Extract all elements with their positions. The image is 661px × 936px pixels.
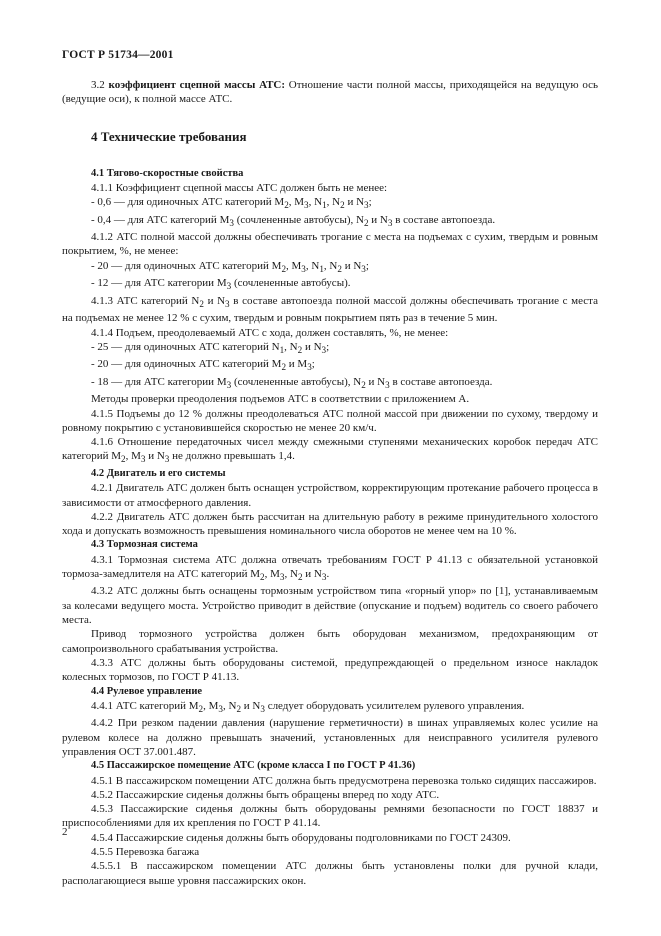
subsection-heading: 4.4 Рулевое управление bbox=[91, 685, 203, 697]
paragraph: 4.2.2 Двигатель АТС должен быть рассчитан на длительную работу в режиме принудительного холостого хода и допускать возможность превышения номинального числа оборотов не менее чем на 10 %. bbox=[62, 510, 598, 538]
paragraph: 3.2 коэффициент сцепной массы АТС: Отношение части полной массы, приходящейся на ведущую ось (ведущие оси), к полной массе АТС. bbox=[62, 79, 598, 106]
subsection-heading: 4.3 Тормозная система bbox=[91, 539, 198, 551]
paragraph: - 18 — для АТС категории $M_3$ (сочлененные автобусы), $N_2$ и $N_3$ в составе автопоезда. bbox=[91, 375, 493, 390]
paragraph: 4.1.5 Подъемы до 12 % должны преодолеваться АТС полной массой при движении по сухому, твердому и ровному покрытию с установившейся скоростью не менее 20 км/ч. bbox=[62, 407, 598, 434]
document-body bbox=[62, 78, 598, 888]
subsection-heading: 4.2 Двигатель и его системы bbox=[91, 467, 226, 479]
paragraph: 4.5.1 В пассажирском помещении АТС должна быть предусмотрена перевозка только сидящих пассажиров. bbox=[91, 774, 597, 787]
paragraph: 4.4.2 При резком падении давления (нарушение герметичности) в шинах управляемых колес усилие на рулевом колесе на должно превышать значений, установленных для неисправного усилителя рулевого управления ОСТ 37.001.487. bbox=[62, 717, 598, 758]
paragraph: 4.5.4 Пассажирские сиденья должны быть оборудованы подголовниками по ГОСТ 24309. bbox=[91, 831, 511, 844]
paragraph: 4.1.4 Подъем, преодолеваемый АТС с хода, должен составлять, %, не менее: bbox=[91, 326, 449, 339]
paragraph: - 12 — для АТС категории $M_3$ (сочлененные автобусы). bbox=[91, 277, 351, 292]
paragraph: 4.3.2 АТС должны быть оснащены тормозным устройством типа «горный упор» по [1], устанавливаемым за колесами ведущего моста. Устройство приводит в действие (опускание и подъем) водитель со своего рабочего места. bbox=[62, 585, 598, 627]
paragraph: Методы проверки преодоления подъемов АТС в соответствии с приложением А. bbox=[91, 393, 470, 406]
document-header: ГОСТ Р 51734—2001 bbox=[62, 49, 174, 61]
paragraph: 4.5.3 Пассажирские сиденья должны быть оборудованы ремнями безопасности по ГОСТ 18837 и приспособлениями для их крепления по ГОСТ Р 41.14. bbox=[62, 803, 598, 830]
paragraph: 4.5.5.1 В пассажирском помещении АТС должны быть установлены полки для ручной клади, располагающиеся выше уровня пассажирских окон. bbox=[62, 860, 598, 887]
paragraph: 4.5.5 Перевозка багажа bbox=[91, 846, 200, 859]
paragraph: 4.4.1 АТС категорий $M_2$, $M_3$, $N_2$ и $N_3$ следует оборудовать усилителем рулевого управления. bbox=[91, 699, 525, 715]
paragraph: - 20 — для одиночных АТС категорий $M_2$ и $M_3$; bbox=[91, 358, 315, 373]
subsection-heading: 4.1 Тягово-скоростные свойства bbox=[91, 167, 244, 179]
paragraph: - 20 — для одиночных АТС категорий $M_2$, $M_3$, $N_1$, $N_2$ и $N_3$; bbox=[91, 259, 369, 274]
section-title: 4 Технические требования bbox=[91, 128, 247, 144]
paragraph: 4.3.3 АТС должны быть оборудованы системой, предупреждающей о предельном износе накладок колесных тормозов, по ГОСТ Р 41.13. bbox=[62, 656, 598, 684]
paragraph: 4.1.6 Отношение передаточных чисел между смежными ступенями механических коробок передач АТС категорий $M_2$, $M_3$ и $N_3$ не должно превышать 1,4. bbox=[62, 436, 598, 465]
paragraph: 4.1.2 АТС полной массой должны обеспечивать трогание с места на подъемах с сухим, твердым и ровным покрытием, %, не менее: bbox=[62, 231, 598, 258]
paragraph: 4.5.2 Пассажирские сиденья должны быть обращены вперед по ходу АТС. bbox=[91, 788, 440, 801]
paragraph: 4.3.1 Тормозная система АТС должна отвечать требованиям ГОСТ Р 41.13 с обязательной установкой тормоза-замедлителя на АТС категорий $M_2$, $M_3$, $N_2$ и $N_3$. bbox=[62, 553, 598, 583]
paragraph: Привод тормозного устройства должен быть оборудован механизмом, предохраняющим от самопроизвольного срабатывания устройства. bbox=[62, 628, 598, 655]
subsection-heading: 4.5 Пассажирское помещение АТС (кроме класса I по ГОСТ Р 41.36) bbox=[91, 760, 416, 772]
paragraph: - 0,4 — для АТС категорий $M_3$ (сочлененные автобусы), $N_2$ и $N_3$ в составе автопоезда. bbox=[91, 213, 496, 228]
page-number: 2 bbox=[62, 826, 68, 838]
paragraph: - 25 — для одиночных АТС категорий $N_1$, $N_2$ и $N_3$; bbox=[91, 340, 330, 355]
paragraph: 4.1.1 Коэффициент сцепной массы АТС должен быть не менее: bbox=[91, 181, 388, 194]
paragraph: 4.2.1 Двигатель АТС должен быть оснащен устройством, корректирующим протекание рабочего процесса в зависимости от атмосферного давления. bbox=[62, 482, 598, 509]
paragraph: - 0,6 — для одиночных АТС категорий $M_2$, $M_3$, $N_1$, $N_2$ и $N_3$; bbox=[91, 196, 372, 211]
paragraph: 4.1.3 АТС категорий $N_2$ и $N_3$ в составе автопоезда полной массой должны обеспечивать трогание с места на подъемах не менее 12 % с сухим, твердым и ровным покрытием пять раз в течение 5 мин. bbox=[62, 294, 598, 325]
